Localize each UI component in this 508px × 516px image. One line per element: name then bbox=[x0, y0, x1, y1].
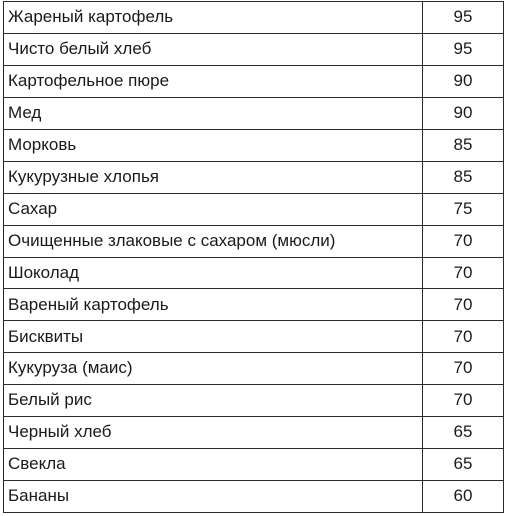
glycemic-index-value-cell: 90 bbox=[423, 65, 504, 97]
table-row bbox=[4, 449, 504, 481]
glycemic-index-value-cell: 85 bbox=[423, 161, 504, 193]
food-name-cell: Кукурузные хлопья bbox=[4, 161, 423, 193]
food-name-cell: Очищенные злаковые с сахаром (мюсли) bbox=[4, 225, 423, 257]
table-row bbox=[4, 97, 504, 129]
glycemic-index-value-cell: 95 bbox=[423, 2, 504, 34]
table-row bbox=[4, 481, 504, 513]
food-name-cell: Свекла bbox=[4, 449, 423, 481]
table-row bbox=[4, 161, 504, 193]
table-row bbox=[4, 385, 504, 417]
food-name-cell: Бананы bbox=[4, 481, 423, 513]
glycemic-index-table-container bbox=[3, 1, 504, 513]
food-name-cell: Морковь bbox=[4, 129, 423, 161]
food-name-cell: Вареный картофель bbox=[4, 289, 423, 321]
food-name-cell: Белый рис bbox=[4, 385, 423, 417]
glycemic-index-table bbox=[3, 1, 504, 513]
table-row bbox=[4, 65, 504, 97]
table-row bbox=[4, 353, 504, 385]
food-name-cell: Кукуруза (маис) bbox=[4, 353, 423, 385]
glycemic-index-value-cell: 85 bbox=[423, 129, 504, 161]
glycemic-index-value-cell: 65 bbox=[423, 449, 504, 481]
glycemic-index-value-cell: 90 bbox=[423, 97, 504, 129]
glycemic-index-value-cell: 95 bbox=[423, 33, 504, 65]
food-name-cell: Чисто белый хлеб bbox=[4, 33, 423, 65]
table-row bbox=[4, 321, 504, 353]
table-row bbox=[4, 225, 504, 257]
glycemic-index-value-cell: 75 bbox=[423, 193, 504, 225]
food-name-cell: Бисквиты bbox=[4, 321, 423, 353]
table-row bbox=[4, 33, 504, 65]
table-row bbox=[4, 257, 504, 289]
food-name-cell: Сахар bbox=[4, 193, 423, 225]
glycemic-index-value-cell: 70 bbox=[423, 321, 504, 353]
table-row bbox=[4, 417, 504, 449]
food-name-cell: Шоколад bbox=[4, 257, 423, 289]
glycemic-index-value-cell: 70 bbox=[423, 385, 504, 417]
glycemic-index-value-cell: 60 bbox=[423, 481, 504, 513]
table-row bbox=[4, 193, 504, 225]
table-row bbox=[4, 129, 504, 161]
glycemic-index-value-cell: 65 bbox=[423, 417, 504, 449]
table-row bbox=[4, 2, 504, 34]
food-name-cell: Картофельное пюре bbox=[4, 65, 423, 97]
food-name-cell: Черный хлеб bbox=[4, 417, 423, 449]
glycemic-index-value-cell: 70 bbox=[423, 353, 504, 385]
table-body bbox=[4, 2, 504, 513]
glycemic-index-value-cell: 70 bbox=[423, 289, 504, 321]
table-row bbox=[4, 289, 504, 321]
glycemic-index-value-cell: 70 bbox=[423, 257, 504, 289]
food-name-cell: Жареный картофель bbox=[4, 2, 423, 34]
glycemic-index-value-cell: 70 bbox=[423, 225, 504, 257]
food-name-cell: Мед bbox=[4, 97, 423, 129]
